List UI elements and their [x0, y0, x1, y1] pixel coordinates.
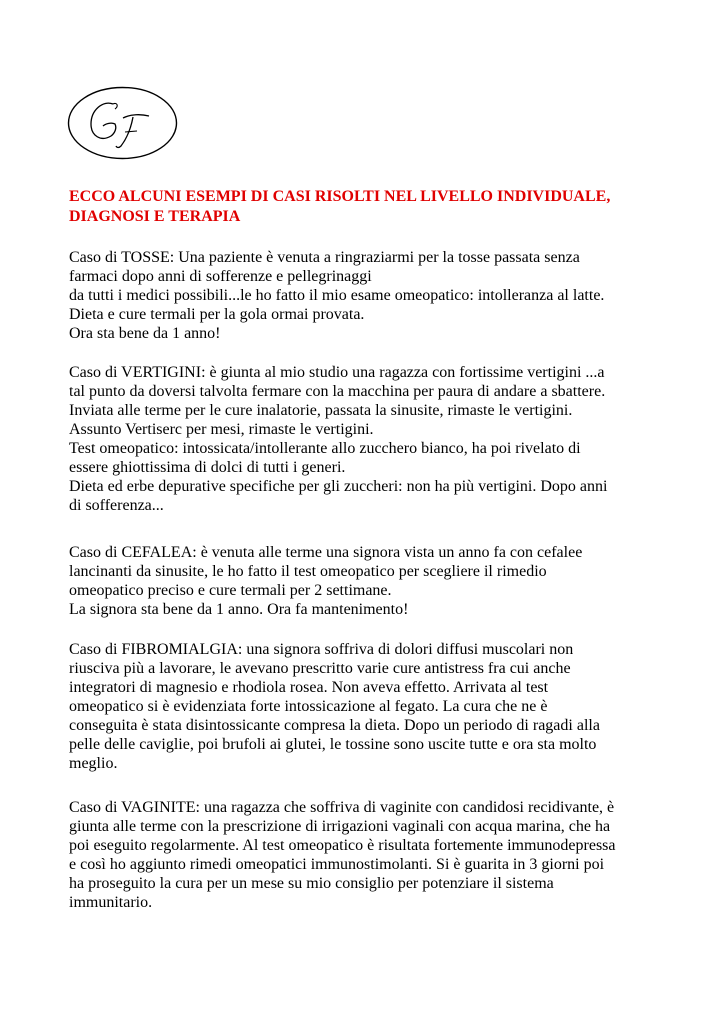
case-line: Assunto Vertiserc per mesi, rimaste le vertigini. [69, 421, 374, 438]
case-line: da tutti i medici possibili...le ho fatto il mio esame omeopatico: intolleranza al latte. [69, 287, 605, 304]
case-line: pelle delle caviglie, poi brufoli ai glutei, le tossine sono uscite tutte e ora sta molto [69, 736, 597, 753]
case-line: e così ho aggiunto rimedi omeopatici immunostimolanti. Si è guarita in 3 giorni poi [69, 856, 605, 873]
case-line: Caso di FIBROMIALGIA: una signora soffriva di dolori diffusi muscolari non [69, 641, 574, 658]
page-heading [69, 187, 689, 227]
case-line: tal punto da doversi talvolta fermare con la macchina per paura di andare a sbattere. [69, 383, 606, 400]
case-line: di sofferenza... [69, 497, 164, 514]
case-line: farmaci dopo anni di sofferenze e pellegrinaggi [69, 268, 372, 285]
case-line: riusciva più a lavorare, le avevano prescritto varie cure antistress fra cui anche [69, 660, 571, 677]
case-line: immunitario. [69, 894, 153, 911]
case-fibromialgia [69, 640, 694, 773]
case-line: lancinanti da sinusite, le ho fatto il test omeopatico per scegliere il rimedio [69, 563, 547, 580]
case-line: Dieta ed erbe depurative specifiche per gli zuccheri: non ha più vertigini. Dopo anni [69, 478, 608, 495]
case-line: Caso di VAGINITE: una ragazza che soffriva di vaginite con candidosi recidivante, è [69, 799, 615, 816]
case-line: essere ghiottissima di dolci di tutti i generi. [69, 459, 346, 476]
case-line: Test omeopatico: intossicata/intollerante allo zucchero bianco, ha poi rivelato di [69, 440, 581, 457]
case-vertigini [69, 363, 694, 515]
heading-line: DIAGNOSI E TERAPIA [69, 208, 241, 225]
case-vaginite [69, 798, 694, 912]
case-line: Caso di TOSSE: Una paziente è venuta a ringraziarmi per la tosse passata senza [69, 249, 580, 266]
case-line: ha proseguito la cura per un mese su mio consiglio per potenziare il sistema [69, 875, 554, 892]
case-cefalea [69, 543, 694, 619]
gf-monogram-logo [67, 86, 178, 160]
case-line: omeopatico si è evidenziata forte intossicazione al fegato. La cura che ne è [69, 698, 548, 715]
case-line: Dieta e cure termali per la gola ormai provata. [69, 306, 365, 323]
case-line: giunta alle terme con la prescrizione di irrigazioni vaginali con acqua marina, che ha [69, 818, 611, 835]
case-line: integratori di magnesio e rhodiola rosea. Non aveva effetto. Arrivata al test [69, 679, 549, 696]
case-line: conseguita è stata disintossicante compresa la dieta. Dopo un periodo di ragadi alla [69, 717, 600, 734]
case-line: Ora sta bene da 1 anno! [69, 325, 221, 342]
case-line: omeopatico preciso e cure termali per 2 settimane. [69, 582, 392, 599]
heading-line: ECCO ALCUNI ESEMPI DI CASI RISOLTI NEL LIVELLO INDIVIDUALE, [69, 188, 611, 205]
case-line: Caso di VERTIGINI: è giunta al mio studio una ragazza con fortissime vertigini ...a [69, 364, 605, 381]
case-line: Caso di CEFALEA: è venuta alle terme una signora vista un anno fa con cefalee [69, 544, 583, 561]
case-tosse [69, 248, 694, 343]
case-line: La signora sta bene da 1 anno. Ora fa mantenimento! [69, 601, 409, 618]
case-line: poi eseguito regolarmente. Al test omeopatico è risultata fortemente immunodepressa [69, 837, 616, 854]
case-line: Inviata alle terme per le cure inalatorie, passata la sinusite, rimaste le vertigini. [69, 402, 573, 419]
case-line: meglio. [69, 755, 118, 772]
